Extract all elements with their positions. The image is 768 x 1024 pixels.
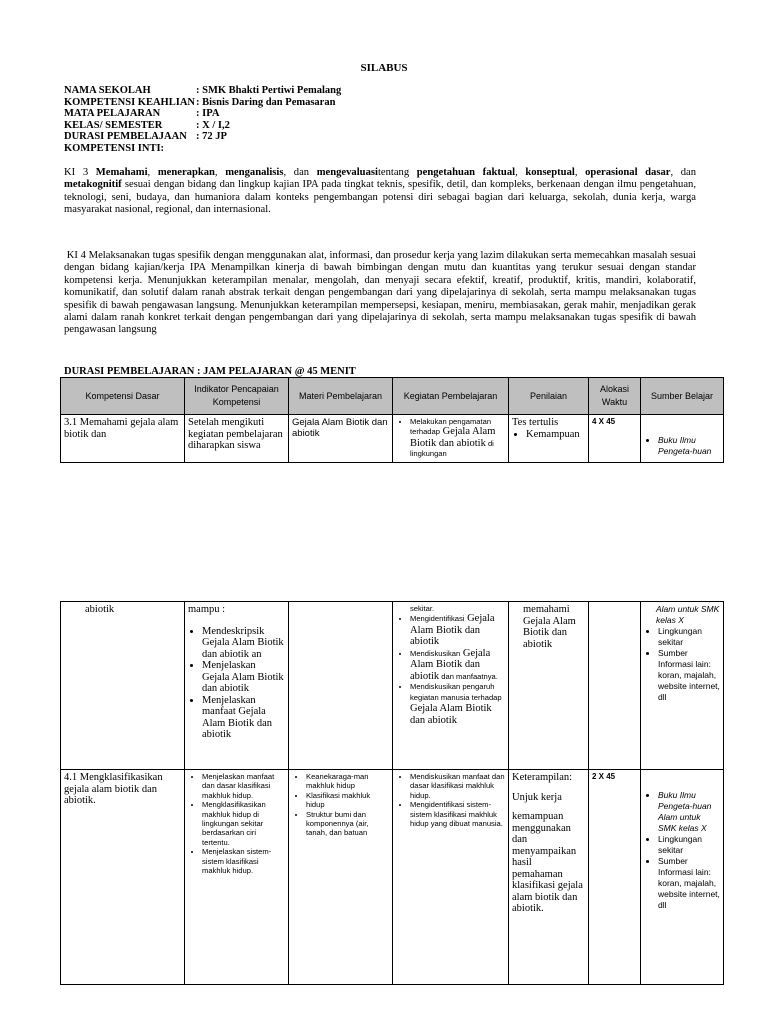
info-row: NAMA SEKOLAH : SMK Bhakti Pertiwi Pemalang	[64, 85, 342, 96]
syllabus-table-bottom	[60, 601, 724, 985]
cell-sumber: Alam untuk SMK kelas X • Lingkungan sekitar • Sumber Informasi lain: koran, majalah, website internet, dll	[641, 602, 724, 770]
durasi-heading: DURASI PEMBELAJARAN : JAM PELAJARAN @ 45 MENIT	[64, 366, 356, 377]
cell-kegiatan: • Melakukan pengamatan terhadap Gejala Alam Biotik dan abiotik di lingkungan	[393, 415, 509, 463]
table-row	[61, 415, 724, 463]
school-info	[64, 85, 341, 154]
cell-materi	[289, 602, 393, 770]
header-ipk: Indikator Pencapaian Kompetensi	[185, 378, 289, 415]
header-penilaian: Penilaian	[509, 378, 589, 415]
cell-penilaian: Tes tertulis • Kemampuan	[509, 415, 589, 463]
table-row	[61, 770, 724, 985]
header-sumber: Sumber Belajar	[641, 378, 724, 415]
ki3-paragraph: KI 3 Memahami, menerapkan, menganalisis, dan mengevaluasitentang pengetahuan faktual, konseptual, operasional dasar, dan metakognitif sesuai dengan bidang dan lingkup kajian IPA pada tingkat teknis, spesifik, detil, dan kompleks, berkenaan dengan ilmu pengetahuan, teknologi, seni, budaya, dan humaniora dalam konteks pengembangan potensi diri sebagai bagian dari keluarga, sekolah, dunia kerja, warga masyarakat nasional, regional, dan internasional.	[64, 167, 697, 216]
cell-ipk: • Menjelaskan manfaat dan dasar klasifikasi makhluk hidup. • Mengklasifikasikan makhluk hidup di lingkungan sekitar berdasarkan ciri tertentu. • Menjelaskan sistem-sistem klasifikasi makhluk hidup.	[185, 770, 289, 985]
table-row	[61, 602, 724, 770]
info-row: DURASI PEMBELAJAAN : 72 JP	[64, 131, 227, 142]
cell-ipk: Setelah mengikuti kegiatan pembelajaran diharapkan siswa	[185, 415, 289, 463]
cell-materi: • Keanekaraga-man makhluk hidup • Klasifikasi makhluk hidup • Struktur bumi dan komponennya (air, tanah, dan batuan	[289, 770, 393, 985]
header-alokasi: Alokasi Waktu	[589, 378, 641, 415]
cell-sumber: • Buku Ilmu Pengeta-huan Alam untuk SMK kelas X • Lingkungan sekitar • Sumber Informasi lain: koran, majalah, website internet, dll	[641, 770, 724, 985]
cell-kegiatan: • Mendiskusikan manfaat dan dasar klasifikasi makhluk hidup. • Mengidentifikasi sistem-sistem klasifikasi makhluk hidup yang dibuat manusia.	[393, 770, 509, 985]
info-row: MATA PELAJARAN : IPA	[64, 108, 220, 119]
syllabus-table-top	[60, 377, 724, 463]
header-materi: Materi Pembelajaran	[289, 378, 393, 415]
info-row: KOMPETENSI INTI:	[64, 142, 165, 154]
cell-kegiatan: sekitar. • Mengidentifikasi Gejala Alam Biotik dan abiotik • Mendiskusikan Gejala Alam Biotik dan abiotik dan manfaatnya. • Mendiskusikan pengaruh kegiatan manusia terhadap Gejala Alam Biotik dan abiotik	[393, 602, 509, 770]
info-row: KOMPETENSI KEAHLIAN: Bisnis Daring dan Pemasaran	[64, 96, 336, 108]
cell-alokasi	[589, 602, 641, 770]
cell-kd: abiotik	[61, 602, 185, 770]
cell-kd: 3.1 Memahami gejala alam biotik dan	[61, 415, 185, 463]
cell-kd: 4.1 Mengklasifikasikan gejala alam biotik dan abiotik.	[61, 770, 185, 985]
cell-penilaian: Keterampilan: Unjuk kerja kemampuan menggunakan dan menyampaikan hasil pemahaman klasifikasi gejala alam biotik dan abiotik.	[509, 770, 589, 985]
header-kd: Kompetensi Dasar	[61, 378, 185, 415]
cell-alokasi: 2 X 45	[589, 770, 641, 985]
cell-materi: Gejala Alam Biotik dan abiotik	[289, 415, 393, 463]
cell-sumber: • Buku Ilmu Pengeta-huan	[641, 415, 724, 463]
ki4-paragraph: KI 4 Melaksanakan tugas spesifik dengan menggunakan alat, informasi, dan prosedur kerja yang lazim dilakukan serta memecahkan masalah sesuai dengan bidang kajian/kerja IPA Menampilkan kinerja di bawah bimbingan dengan mutu dan kuantitas yang terukur sesuai dengan standar kompetensi kerja. Menunjukkan keterampilan menalar, mengolah, dan menyaji secara efektif, kreatif, produktif, kritis, mandiri, kolaboratif, komunikatif, dan solutif dalam ranah abstrak terkait dengan pengembangan dari yang dipelajarinya di sekolah, serta mampu melaksanakan tugas spesifik di bawah pengawasan langsung. Menunjukkan keterampilan mempersepsi, kesiapan, meniru, membiasakan, gerak mahir, menjadikan gerak alami dalam ranah konkret terkait dengan pengembangan dari yang dipelajarinya di sekolah, serta mampu melaksanakan tugas spesifik di bawah pengawasan langsung	[64, 250, 696, 336]
cell-alokasi: 4 X 45	[589, 415, 641, 463]
table-header-row	[61, 378, 724, 415]
cell-ipk: mampu : • Mendeskripsik Gejala Alam Biotik dan abiotik an • Menjelaskan Gejala Alam Biotik dan abiotik • Menjelaskan manfaat Gejala Alam Biotik dan abiotik	[185, 602, 289, 770]
header-kegiatan: Kegiatan Pembelajaran	[393, 378, 509, 415]
page-title: SILABUS	[360, 62, 408, 74]
info-row: KELAS/ SEMESTER : X / I,2	[64, 119, 230, 131]
cell-penilaian: memahami Gejala Alam Biotik dan abiotik	[509, 602, 589, 770]
